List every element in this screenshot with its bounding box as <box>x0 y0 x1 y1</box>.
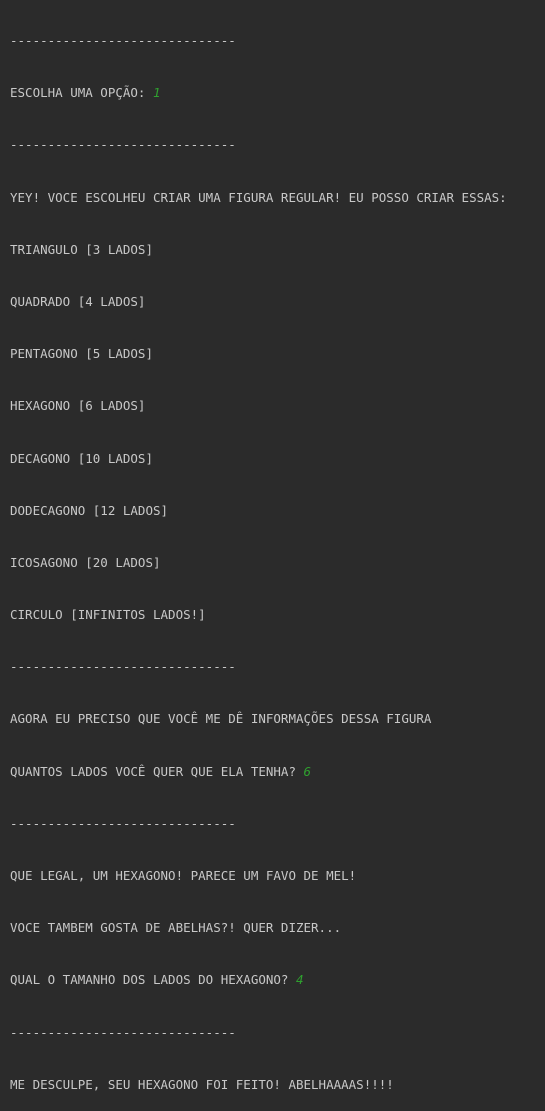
separator-line <box>10 134 543 156</box>
shape-option-line <box>10 343 543 365</box>
line-text: ------------------------------ <box>10 815 236 831</box>
line-text: TRIANGULO [3 LADOS] <box>10 241 153 257</box>
line-text: ------------------------------ <box>10 33 236 48</box>
line-text: ------------------------------ <box>10 659 236 675</box>
line-text: PENTAGONO [5 LADOS] <box>10 346 153 362</box>
line-text: QUADRADO [4 LADOS] <box>10 293 146 309</box>
shape-option-line <box>10 552 543 574</box>
line-text: ESCOLHA UMA OPÇÃO: <box>10 85 153 101</box>
line-text: AGORA EU PRECISO QUE VOCÊ ME DÊ INFORMAÇÕES DESSA FIGURA <box>10 711 432 727</box>
line-text: ME DESCULPE, SEU HEXAGONO FOI FEITO! ABELHAAAAS!!!! <box>10 1076 394 1092</box>
console-output <box>10 0 543 1111</box>
output-line <box>10 708 543 730</box>
line-text: QUAL O TAMANHO DOS LADOS DO HEXAGONO? <box>10 972 296 988</box>
separator-line <box>10 656 543 678</box>
shape-option-line <box>10 448 543 470</box>
user-input-option: 1 <box>153 85 161 101</box>
line-text: ------------------------------ <box>10 137 236 153</box>
shape-option-line <box>10 291 543 313</box>
line-text: QUE LEGAL, UM HEXAGONO! PARECE UM FAVO DE MEL! <box>10 868 357 883</box>
shape-option-line <box>10 500 543 522</box>
line-text: ------------------------------ <box>10 1024 236 1040</box>
shape-option-line <box>10 239 543 261</box>
sides-prompt-line <box>10 761 543 783</box>
separator-line <box>10 1022 543 1044</box>
output-line <box>10 1074 543 1096</box>
output-line <box>10 187 543 209</box>
line-text: QUANTOS LADOS VOCÊ QUER QUE ELA TENHA? <box>10 763 304 779</box>
line-text: CIRCULO [INFINITOS LADOS!] <box>10 607 206 623</box>
separator-line <box>10 813 543 835</box>
line-text: ICOSAGONO [20 LADOS] <box>10 554 161 570</box>
separator-line <box>10 30 543 52</box>
line-text: HEXAGONO [6 LADOS] <box>10 398 146 414</box>
output-line <box>10 865 543 887</box>
output-line <box>10 917 543 939</box>
menu-prompt-line <box>10 82 543 104</box>
line-text: DECAGONO [10 LADOS] <box>10 450 153 466</box>
line-text: YEY! VOCE ESCOLHEU CRIAR UMA FIGURA REGULAR! EU POSSO CRIAR ESSAS: <box>10 189 507 205</box>
user-input-sides: 6 <box>303 763 312 779</box>
shape-option-line <box>10 395 543 417</box>
shape-option-line <box>10 604 543 626</box>
side-length-prompt-line <box>10 969 543 991</box>
line-text: VOCE TAMBEM GOSTA DE ABELHAS?! QUER DIZER... <box>10 920 342 936</box>
line-text: DODECAGONO [12 LADOS] <box>10 502 169 518</box>
user-input-side-length: 4 <box>295 972 304 988</box>
